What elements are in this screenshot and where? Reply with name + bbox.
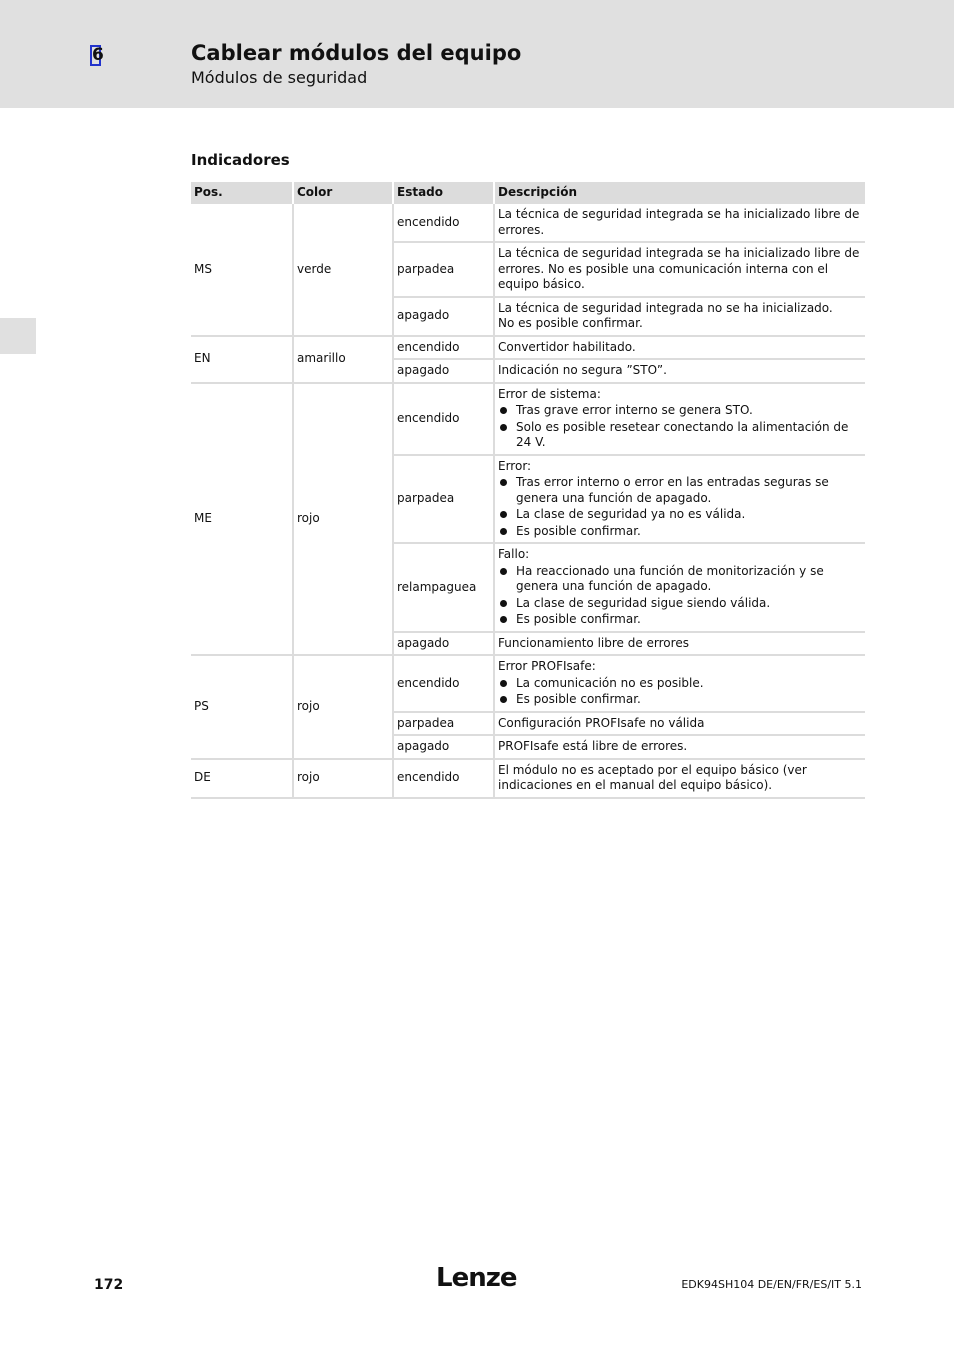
header-descripcion: Descripción bbox=[494, 182, 865, 204]
bullet-text: Es posible confirmar. bbox=[516, 612, 641, 626]
cell-descripcion bbox=[494, 204, 865, 242]
lenze-logo: Lenze bbox=[436, 1263, 517, 1293]
cell-estado: encendido bbox=[393, 336, 494, 360]
description-line: Error: bbox=[498, 458, 532, 473]
description-line: Error PROFIsafe: bbox=[498, 659, 596, 673]
description-line: Error de sistema: bbox=[498, 386, 601, 401]
cell-estado: encendido bbox=[393, 655, 494, 712]
cell-descripcion bbox=[494, 632, 865, 656]
cell-estado: encendido bbox=[393, 759, 494, 798]
cell-estado: apagado bbox=[393, 632, 494, 656]
description-line: Configuración PROFIsafe no válida bbox=[498, 715, 705, 730]
description-line: No es posible confirmar. bbox=[498, 316, 643, 330]
bullet-list bbox=[498, 676, 862, 708]
description-line: PROFIsafe está libre de errores. bbox=[498, 739, 688, 753]
cell-color: rojo bbox=[293, 655, 393, 759]
description-line: El módulo no es aceptado por el equipo básico (ver indicaciones en el manual del equipo básico). bbox=[498, 762, 807, 792]
list-item bbox=[498, 564, 862, 595]
description-line: Indicación no segura ”STO”. bbox=[498, 363, 667, 377]
indicators-table bbox=[191, 182, 865, 799]
table-body bbox=[191, 204, 865, 798]
cell-estado: parpadea bbox=[393, 712, 494, 736]
bullet-icon bbox=[500, 696, 507, 703]
cell-estado: parpadea bbox=[393, 455, 494, 544]
cell-color: verde bbox=[293, 204, 393, 336]
list-item bbox=[498, 596, 862, 612]
list-item bbox=[498, 403, 862, 419]
header-pos: Pos. bbox=[191, 182, 293, 204]
list-item bbox=[498, 420, 862, 451]
bullet-icon bbox=[500, 424, 507, 431]
cell-estado: encendido bbox=[393, 383, 494, 455]
cell-pos: MS bbox=[191, 204, 293, 336]
list-item bbox=[498, 475, 862, 506]
cell-descripcion bbox=[494, 712, 865, 736]
bullet-text: Es posible confirmar. bbox=[516, 523, 641, 538]
bullet-text: Solo es posible resetear conectando la alimentación de 24 V. bbox=[516, 419, 849, 449]
cell-pos: DE bbox=[191, 759, 293, 798]
table-row bbox=[191, 655, 865, 712]
list-item bbox=[498, 676, 862, 692]
bullet-icon bbox=[500, 407, 507, 414]
cell-descripcion bbox=[494, 759, 865, 798]
table-row bbox=[191, 336, 865, 360]
cell-descripcion bbox=[494, 543, 865, 632]
bullet-list bbox=[498, 475, 862, 539]
bullet-text: La comunicación no es posible. bbox=[516, 675, 704, 690]
bullet-text: Tras grave error interno se genera STO. bbox=[516, 403, 753, 417]
cell-estado: encendido bbox=[393, 204, 494, 242]
cell-pos: ME bbox=[191, 383, 293, 656]
cell-estado: parpadea bbox=[393, 242, 494, 297]
bullet-text: Tras error interno o error en las entradas seguras se genera una función de apagado. bbox=[516, 475, 829, 505]
table-row bbox=[191, 759, 865, 798]
table-header-row bbox=[191, 182, 865, 204]
bullet-icon bbox=[500, 479, 507, 486]
page-subtitle: Módulos de seguridad bbox=[191, 68, 368, 87]
bullet-icon bbox=[500, 600, 507, 607]
description-line: La técnica de seguridad integrada se ha inicializado libre de errores. bbox=[498, 207, 860, 237]
list-item bbox=[498, 524, 862, 540]
cell-descripcion bbox=[494, 242, 865, 297]
description-line: Convertidor habilitado. bbox=[498, 339, 636, 354]
page-number: 172 bbox=[94, 1277, 124, 1293]
cell-descripcion bbox=[494, 297, 865, 336]
cell-descripcion bbox=[494, 336, 865, 360]
bullet-icon bbox=[500, 616, 507, 623]
cell-color: amarillo bbox=[293, 336, 393, 383]
cell-estado: apagado bbox=[393, 359, 494, 383]
cell-estado: relampaguea bbox=[393, 543, 494, 632]
section-heading: Indicadores bbox=[191, 151, 290, 169]
cell-color: rojo bbox=[293, 759, 393, 798]
bullet-list bbox=[498, 403, 862, 451]
side-tab-marker bbox=[0, 318, 36, 354]
cell-descripcion bbox=[494, 383, 865, 455]
page-title: Cablear módulos del equipo bbox=[191, 41, 522, 65]
cell-descripcion bbox=[494, 735, 865, 759]
header-estado: Estado bbox=[393, 182, 494, 204]
bullet-icon bbox=[500, 680, 507, 687]
document-id: EDK94SH104 DE/EN/FR/ES/IT 5.1 bbox=[681, 1278, 862, 1291]
cell-descripcion bbox=[494, 455, 865, 544]
table-row bbox=[191, 204, 865, 242]
cell-estado: apagado bbox=[393, 735, 494, 759]
bullet-text: La clase de seguridad ya no es válida. bbox=[516, 507, 746, 521]
cell-descripcion bbox=[494, 655, 865, 712]
cell-pos: PS bbox=[191, 655, 293, 759]
cell-color: rojo bbox=[293, 383, 393, 656]
bullet-text: Ha reaccionado una función de monitorización y se genera una función de apagado. bbox=[516, 563, 824, 593]
cell-estado: apagado bbox=[393, 297, 494, 336]
cell-descripcion bbox=[494, 359, 865, 383]
cell-pos: EN bbox=[191, 336, 293, 383]
chapter-number-box: 6 bbox=[92, 45, 104, 65]
bullet-icon bbox=[500, 511, 507, 518]
bullet-icon bbox=[500, 568, 507, 575]
header-color: Color bbox=[293, 182, 393, 204]
description-line: La técnica de seguridad integrada se ha inicializado libre de errores. No es posible una comunicación interna con el equipo básico. bbox=[498, 246, 860, 291]
list-item bbox=[498, 612, 862, 628]
bullet-icon bbox=[500, 528, 507, 535]
description-line: Funcionamiento libre de errores bbox=[498, 635, 689, 650]
bullet-list bbox=[498, 564, 862, 628]
list-item bbox=[498, 507, 862, 523]
description-line: Fallo: bbox=[498, 547, 530, 561]
table-row bbox=[191, 383, 865, 455]
bullet-text: La clase de seguridad sigue siendo válida. bbox=[516, 595, 771, 610]
list-item bbox=[498, 692, 862, 708]
bullet-text: Es posible confirmar. bbox=[516, 692, 641, 706]
description-line: La técnica de seguridad integrada no se ha inicializado. bbox=[498, 300, 833, 315]
